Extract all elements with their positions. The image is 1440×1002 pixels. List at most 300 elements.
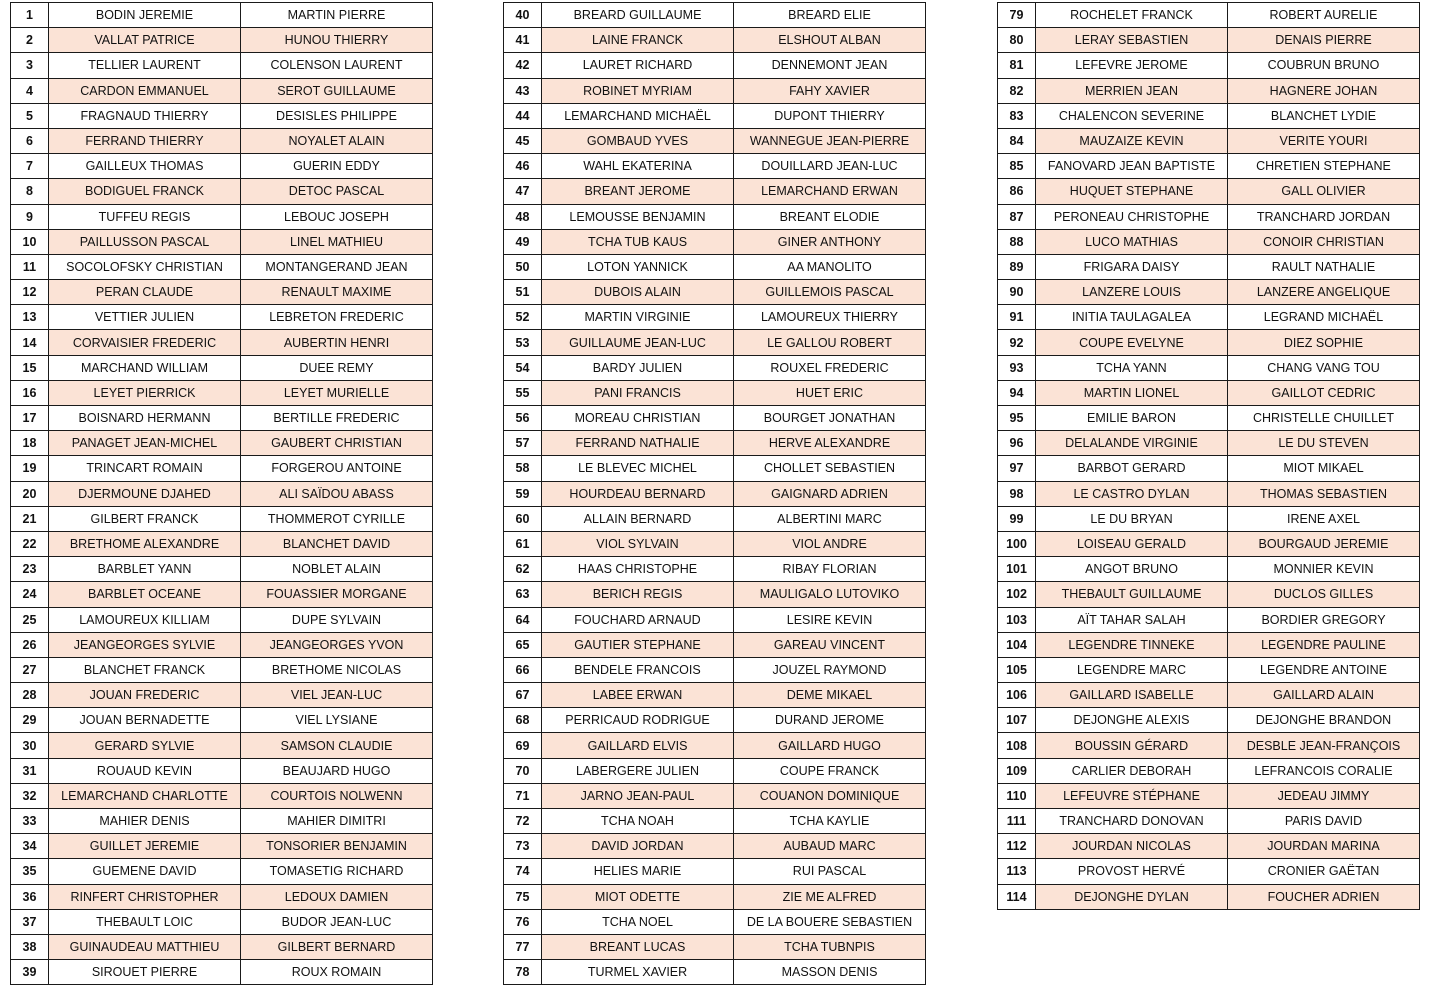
name-right: LEBRETON FREDERIC <box>241 305 433 330</box>
table-row <box>11 582 433 607</box>
row-number: 15 <box>11 355 49 380</box>
name-left: GAILLARD ELVIS <box>542 733 734 758</box>
row-number: 67 <box>504 683 542 708</box>
table-row <box>11 254 433 279</box>
row-number: 25 <box>11 607 49 632</box>
name-right: AUBAUD MARC <box>734 834 926 859</box>
table-row <box>998 834 1420 859</box>
row-number: 16 <box>11 380 49 405</box>
row-number: 20 <box>11 481 49 506</box>
name-left: HAAS CHRISTOPHE <box>542 557 734 582</box>
row-number: 101 <box>998 557 1036 582</box>
name-right: CHRETIEN STEPHANE <box>1228 154 1420 179</box>
name-left: GAILLEUX THOMAS <box>49 154 241 179</box>
table-row <box>998 683 1420 708</box>
name-right: GUERIN EDDY <box>241 154 433 179</box>
name-right: FOUCHER ADRIEN <box>1228 884 1420 909</box>
name-left: TRANCHARD DONOVAN <box>1036 809 1228 834</box>
table-row <box>11 531 433 556</box>
row-number: 34 <box>11 834 49 859</box>
name-right: DURAND JEROME <box>734 708 926 733</box>
table-row <box>11 708 433 733</box>
table-row <box>998 53 1420 78</box>
name-right: NOYALET ALAIN <box>241 128 433 153</box>
row-number: 39 <box>11 960 49 985</box>
table-row <box>998 280 1420 305</box>
name-right: JEANGEORGES YVON <box>241 632 433 657</box>
name-left: BARBOT GERARD <box>1036 456 1228 481</box>
name-right: COLENSON LAURENT <box>241 53 433 78</box>
table-row <box>11 809 433 834</box>
name-left: LOTON YANNICK <box>542 254 734 279</box>
table-row <box>998 305 1420 330</box>
name-left: BOUSSIN GÉRARD <box>1036 733 1228 758</box>
table-row <box>998 531 1420 556</box>
row-number: 22 <box>11 531 49 556</box>
name-right: LANZERE ANGELIQUE <box>1228 280 1420 305</box>
name-right: BRETHOME NICOLAS <box>241 657 433 682</box>
name-left: THEBAULT LOIC <box>49 909 241 934</box>
name-right: TOMASETIG RICHARD <box>241 859 433 884</box>
name-right: COUBRUN BRUNO <box>1228 53 1420 78</box>
table-row <box>504 481 926 506</box>
table-row <box>11 128 433 153</box>
row-number: 84 <box>998 128 1036 153</box>
table-row <box>504 78 926 103</box>
name-left: GUILLAUME JEAN-LUC <box>542 330 734 355</box>
row-number: 89 <box>998 254 1036 279</box>
row-number: 49 <box>504 229 542 254</box>
table-row <box>998 456 1420 481</box>
name-right: WANNEGUE JEAN-PIERRE <box>734 128 926 153</box>
table-row <box>504 229 926 254</box>
name-left: LEMARCHAND CHARLOTTE <box>49 783 241 808</box>
name-right: LEYET MURIELLE <box>241 380 433 405</box>
name-left: MARCHAND WILLIAM <box>49 355 241 380</box>
table-row <box>998 103 1420 128</box>
row-number: 56 <box>504 406 542 431</box>
table-row <box>504 809 926 834</box>
name-right: BREANT ELODIE <box>734 204 926 229</box>
name-left: FERRAND THIERRY <box>49 128 241 153</box>
table-row <box>11 305 433 330</box>
name-left: LAINE FRANCK <box>542 28 734 53</box>
table-row <box>504 254 926 279</box>
name-right: JEDEAU JIMMY <box>1228 783 1420 808</box>
row-number: 81 <box>998 53 1036 78</box>
name-right: GAREAU VINCENT <box>734 632 926 657</box>
name-left: JARNO JEAN-PAUL <box>542 783 734 808</box>
table-row <box>11 657 433 682</box>
table-row <box>504 506 926 531</box>
table-row <box>11 456 433 481</box>
name-right: LEBOUC JOSEPH <box>241 204 433 229</box>
name-left: ROCHELET FRANCK <box>1036 3 1228 28</box>
row-number: 91 <box>998 305 1036 330</box>
name-right: COURTOIS NOLWENN <box>241 783 433 808</box>
name-left: BODIGUEL FRANCK <box>49 179 241 204</box>
name-left: LANZERE LOUIS <box>1036 280 1228 305</box>
row-number: 18 <box>11 431 49 456</box>
row-number: 45 <box>504 128 542 153</box>
name-left: LE BLEVEC MICHEL <box>542 456 734 481</box>
row-number: 12 <box>11 280 49 305</box>
name-left: DAVID JORDAN <box>542 834 734 859</box>
name-left: PANAGET JEAN-MICHEL <box>49 431 241 456</box>
name-left: DELALANDE VIRGINIE <box>1036 431 1228 456</box>
name-right: GAILLARD ALAIN <box>1228 683 1420 708</box>
name-left: LEGENDRE TINNEKE <box>1036 632 1228 657</box>
row-number: 48 <box>504 204 542 229</box>
name-right: BLANCHET LYDIE <box>1228 103 1420 128</box>
name-right: BREARD ELIE <box>734 3 926 28</box>
row-number: 110 <box>998 783 1036 808</box>
name-left: JOUAN FREDERIC <box>49 683 241 708</box>
row-number: 107 <box>998 708 1036 733</box>
table-row <box>504 179 926 204</box>
name-left: VETTIER JULIEN <box>49 305 241 330</box>
table-row <box>504 557 926 582</box>
row-number: 27 <box>11 657 49 682</box>
name-left: LAURET RICHARD <box>542 53 734 78</box>
name-left: LERAY SEBASTIEN <box>1036 28 1228 53</box>
row-number: 69 <box>504 733 542 758</box>
name-right: LE DU STEVEN <box>1228 431 1420 456</box>
row-number: 46 <box>504 154 542 179</box>
row-number: 58 <box>504 456 542 481</box>
name-right: LE GALLOU ROBERT <box>734 330 926 355</box>
name-right: BUDOR JEAN-LUC <box>241 909 433 934</box>
table-row <box>504 909 926 934</box>
row-number: 98 <box>998 481 1036 506</box>
name-right: DENNEMONT JEAN <box>734 53 926 78</box>
table-row <box>998 128 1420 153</box>
name-left: BARDY JULIEN <box>542 355 734 380</box>
name-right: DUCLOS GILLES <box>1228 582 1420 607</box>
name-left: RINFERT CHRISTOPHER <box>49 884 241 909</box>
row-number: 111 <box>998 809 1036 834</box>
row-number: 68 <box>504 708 542 733</box>
table-row <box>11 960 433 985</box>
table-row <box>504 733 926 758</box>
name-left: LE CASTRO DYLAN <box>1036 481 1228 506</box>
row-number: 11 <box>11 254 49 279</box>
row-number: 3 <box>11 53 49 78</box>
row-number: 114 <box>998 884 1036 909</box>
table-row <box>504 683 926 708</box>
name-left: MARTIN LIONEL <box>1036 380 1228 405</box>
name-right: FAHY XAVIER <box>734 78 926 103</box>
name-left: PERONEAU CHRISTOPHE <box>1036 204 1228 229</box>
name-left: GERARD SYLVIE <box>49 733 241 758</box>
row-number: 36 <box>11 884 49 909</box>
name-left: ROBINET MYRIAM <box>542 78 734 103</box>
row-number: 29 <box>11 708 49 733</box>
name-right: VIOL ANDRE <box>734 531 926 556</box>
row-number: 13 <box>11 305 49 330</box>
name-left: GUEMENE DAVID <box>49 859 241 884</box>
row-number: 109 <box>998 758 1036 783</box>
name-right: RENAULT MAXIME <box>241 280 433 305</box>
row-number: 9 <box>11 204 49 229</box>
table-row <box>504 531 926 556</box>
table-row <box>504 305 926 330</box>
table-row <box>998 330 1420 355</box>
name-left: MARTIN VIRGINIE <box>542 305 734 330</box>
name-left: TURMEL XAVIER <box>542 960 734 985</box>
table-row <box>11 758 433 783</box>
row-number: 83 <box>998 103 1036 128</box>
table-row <box>11 406 433 431</box>
row-number: 53 <box>504 330 542 355</box>
row-number: 85 <box>998 154 1036 179</box>
name-right: ROUX ROMAIN <box>241 960 433 985</box>
table-row <box>11 884 433 909</box>
row-number: 37 <box>11 909 49 934</box>
row-number: 26 <box>11 632 49 657</box>
name-left: FOUCHARD ARNAUD <box>542 607 734 632</box>
row-number: 112 <box>998 834 1036 859</box>
row-number: 79 <box>998 3 1036 28</box>
row-number: 43 <box>504 78 542 103</box>
name-right: BLANCHET DAVID <box>241 531 433 556</box>
name-left: LUCO MATHIAS <box>1036 229 1228 254</box>
name-right: ROBERT AURELIE <box>1228 3 1420 28</box>
name-left: ANGOT BRUNO <box>1036 557 1228 582</box>
name-right: DEJONGHE BRANDON <box>1228 708 1420 733</box>
name-left: FRAGNAUD THIERRY <box>49 103 241 128</box>
table-row <box>998 884 1420 909</box>
table-row <box>504 632 926 657</box>
name-left: BOISNARD HERMANN <box>49 406 241 431</box>
table-row <box>998 859 1420 884</box>
name-left: BREARD GUILLAUME <box>542 3 734 28</box>
name-right: LINEL MATHIEU <box>241 229 433 254</box>
row-number: 31 <box>11 758 49 783</box>
row-number: 74 <box>504 859 542 884</box>
table-row <box>998 733 1420 758</box>
row-number: 30 <box>11 733 49 758</box>
table-row <box>11 783 433 808</box>
name-right: TONSORIER BENJAMIN <box>241 834 433 859</box>
table-row <box>11 204 433 229</box>
name-right: MAULIGALO LUTOVIKO <box>734 582 926 607</box>
name-right: AUBERTIN HENRI <box>241 330 433 355</box>
table-row <box>504 431 926 456</box>
table-row <box>504 582 926 607</box>
table-row <box>504 103 926 128</box>
name-right: SEROT GUILLAUME <box>241 78 433 103</box>
name-right: LEGRAND MICHAËL <box>1228 305 1420 330</box>
table-row <box>504 53 926 78</box>
row-number: 7 <box>11 154 49 179</box>
row-number: 57 <box>504 431 542 456</box>
table-row <box>11 632 433 657</box>
name-left: FERRAND NATHALIE <box>542 431 734 456</box>
name-left: GAUTIER STEPHANE <box>542 632 734 657</box>
name-right: BERTILLE FREDERIC <box>241 406 433 431</box>
name-left: LOISEAU GERALD <box>1036 531 1228 556</box>
row-number: 62 <box>504 557 542 582</box>
row-number: 73 <box>504 834 542 859</box>
table-row <box>11 834 433 859</box>
table-row <box>998 809 1420 834</box>
table-row <box>11 355 433 380</box>
name-right: DETOC PASCAL <box>241 179 433 204</box>
row-number: 77 <box>504 934 542 959</box>
name-left: BENDELE FRANCOIS <box>542 657 734 682</box>
name-right: GAILLARD HUGO <box>734 733 926 758</box>
name-right: COUPE FRANCK <box>734 758 926 783</box>
name-right: HUNOU THIERRY <box>241 28 433 53</box>
name-right: PARIS DAVID <box>1228 809 1420 834</box>
name-left: PERAN CLAUDE <box>49 280 241 305</box>
name-left: LEMOUSSE BENJAMIN <box>542 204 734 229</box>
name-right: TCHA TUBNPIS <box>734 934 926 959</box>
name-left: MOREAU CHRISTIAN <box>542 406 734 431</box>
row-number: 99 <box>998 506 1036 531</box>
name-left: BODIN JEREMIE <box>49 3 241 28</box>
name-right: FORGEROU ANTOINE <box>241 456 433 481</box>
name-left: LEFEUVRE STÉPHANE <box>1036 783 1228 808</box>
name-left: BARBLET YANN <box>49 557 241 582</box>
name-left: GUINAUDEAU MATTHIEU <box>49 934 241 959</box>
name-left: GUILLET JEREMIE <box>49 834 241 859</box>
row-number: 70 <box>504 758 542 783</box>
name-left: MIOT ODETTE <box>542 884 734 909</box>
table-row <box>11 28 433 53</box>
name-left: TRINCART ROMAIN <box>49 456 241 481</box>
table-row <box>998 431 1420 456</box>
name-right: BEAUJARD HUGO <box>241 758 433 783</box>
name-right: MONTANGERAND JEAN <box>241 254 433 279</box>
table-row <box>11 103 433 128</box>
name-left: LABEE ERWAN <box>542 683 734 708</box>
name-left: HELIES MARIE <box>542 859 734 884</box>
row-number: 24 <box>11 582 49 607</box>
name-right: MAHIER DIMITRI <box>241 809 433 834</box>
row-number: 76 <box>504 909 542 934</box>
name-left: JEANGEORGES SYLVIE <box>49 632 241 657</box>
name-right: MARTIN PIERRE <box>241 3 433 28</box>
table-row <box>998 154 1420 179</box>
name-right: DIEZ SOPHIE <box>1228 330 1420 355</box>
table-row <box>504 960 926 985</box>
name-right: RAULT NATHALIE <box>1228 254 1420 279</box>
table-row <box>504 934 926 959</box>
name-right: CRONIER GAËTAN <box>1228 859 1420 884</box>
name-left: LABERGERE JULIEN <box>542 758 734 783</box>
table-row <box>998 557 1420 582</box>
table-row <box>504 280 926 305</box>
row-number: 72 <box>504 809 542 834</box>
name-left: CARDON EMMANUEL <box>49 78 241 103</box>
row-number: 14 <box>11 330 49 355</box>
name-right: THOMMEROT CYRILLE <box>241 506 433 531</box>
name-left: EMILIE BARON <box>1036 406 1228 431</box>
name-right: COUANON DOMINIQUE <box>734 783 926 808</box>
pairs-table-3 <box>997 2 1420 910</box>
name-right: IRENE AXEL <box>1228 506 1420 531</box>
name-right: GILBERT BERNARD <box>241 934 433 959</box>
table-row <box>504 330 926 355</box>
row-number: 96 <box>998 431 1036 456</box>
table-row <box>11 53 433 78</box>
table-row <box>11 280 433 305</box>
name-left: LAMOUREUX KILLIAM <box>49 607 241 632</box>
row-number: 54 <box>504 355 542 380</box>
row-number: 59 <box>504 481 542 506</box>
name-left: LEFEVRE JEROME <box>1036 53 1228 78</box>
row-number: 88 <box>998 229 1036 254</box>
row-number: 2 <box>11 28 49 53</box>
row-number: 82 <box>998 78 1036 103</box>
name-right: DEME MIKAEL <box>734 683 926 708</box>
name-right: ALBERTINI MARC <box>734 506 926 531</box>
name-left: TELLIER LAURENT <box>49 53 241 78</box>
table-row <box>11 154 433 179</box>
name-right: BOURGET JONATHAN <box>734 406 926 431</box>
name-right: VERITE YOURI <box>1228 128 1420 153</box>
name-left: MAUZAIZE KEVIN <box>1036 128 1228 153</box>
name-left: TCHA NOEL <box>542 909 734 934</box>
name-left: ALLAIN BERNARD <box>542 506 734 531</box>
row-number: 75 <box>504 884 542 909</box>
row-number: 106 <box>998 683 1036 708</box>
name-right: ELSHOUT ALBAN <box>734 28 926 53</box>
table-row <box>11 229 433 254</box>
row-number: 52 <box>504 305 542 330</box>
table-row <box>998 607 1420 632</box>
table-row <box>504 128 926 153</box>
name-right: HUET ERIC <box>734 380 926 405</box>
table-row <box>504 708 926 733</box>
name-right: CHANG VANG TOU <box>1228 355 1420 380</box>
name-right: DUEE REMY <box>241 355 433 380</box>
name-left: TCHA NOAH <box>542 809 734 834</box>
row-number: 64 <box>504 607 542 632</box>
name-left: SOCOLOFSKY CHRISTIAN <box>49 254 241 279</box>
name-left: DEJONGHE DYLAN <box>1036 884 1228 909</box>
name-right: LEDOUX DAMIEN <box>241 884 433 909</box>
name-right: LEMARCHAND ERWAN <box>734 179 926 204</box>
name-left: PERRICAUD RODRIGUE <box>542 708 734 733</box>
table-row <box>11 330 433 355</box>
name-left: COUPE EVELYNE <box>1036 330 1228 355</box>
row-number: 65 <box>504 632 542 657</box>
name-right: VIEL JEAN-LUC <box>241 683 433 708</box>
name-right: AA MANOLITO <box>734 254 926 279</box>
row-number: 102 <box>998 582 1036 607</box>
table-row <box>998 28 1420 53</box>
name-right: CHRISTELLE CHUILLET <box>1228 406 1420 431</box>
table-row <box>504 607 926 632</box>
table-row <box>998 179 1420 204</box>
row-number: 47 <box>504 179 542 204</box>
row-number: 41 <box>504 28 542 53</box>
name-right: ALI SAÏDOU ABASS <box>241 481 433 506</box>
row-number: 104 <box>998 632 1036 657</box>
row-number: 55 <box>504 380 542 405</box>
table-row <box>504 859 926 884</box>
row-number: 66 <box>504 657 542 682</box>
row-number: 32 <box>11 783 49 808</box>
name-right: GAILLOT CEDRIC <box>1228 380 1420 405</box>
table-row <box>504 380 926 405</box>
table-row <box>11 380 433 405</box>
row-number: 50 <box>504 254 542 279</box>
table-row <box>11 78 433 103</box>
